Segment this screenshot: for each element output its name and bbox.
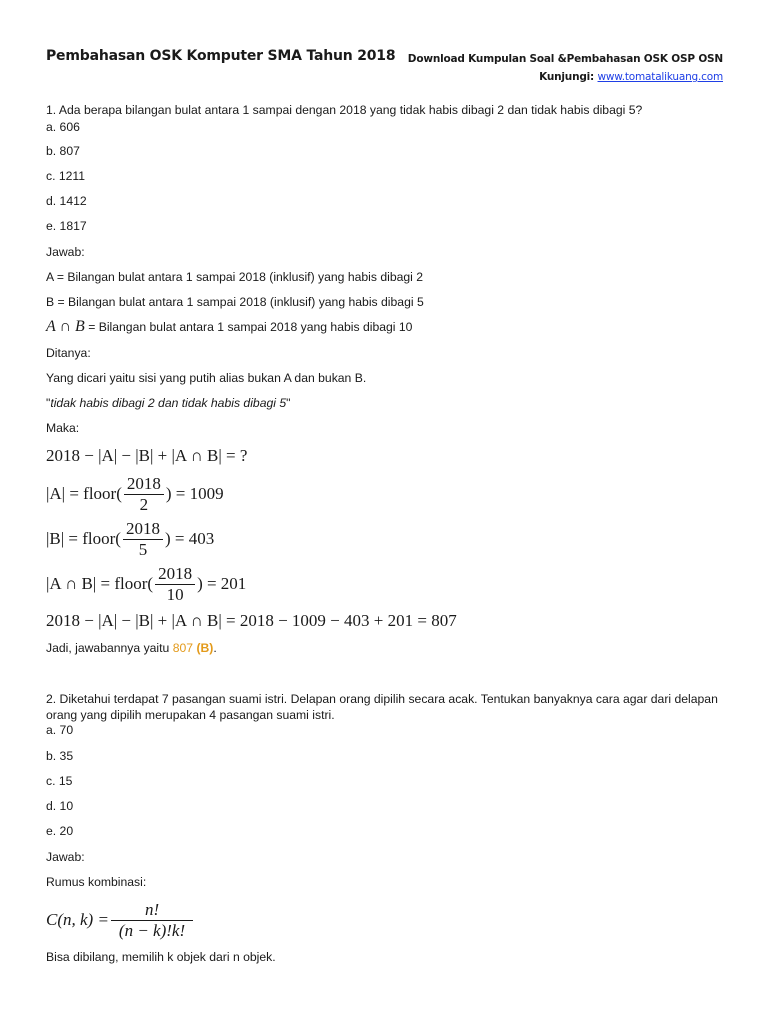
q1-maka-label: Maka: [46,421,80,435]
q2-option-a: a. 70 [46,723,74,737]
equation-2 [46,472,224,516]
q1-question: 1. Ada berapa bilangan bulat antara 1 sampai dengan 2018 yang tidak habis dibagi 2 dan tidak habis dibagi 5? [46,103,643,117]
answer-suffix: . [213,641,217,655]
eq3-fraction [123,520,163,559]
quote-italic-text: tidak habis dibagi 2 dan tidak habis dibagi 5 [50,396,287,410]
quote-close: " [286,396,291,410]
combination-formula [46,897,195,943]
answer-value: 807 [172,641,194,655]
equation-3 [46,517,214,561]
q1-definition-ab [46,318,412,336]
visit-label: Kunjungi: [539,71,595,83]
q1-jawab-label: Jawab: [46,245,85,259]
answer-prefix: Jadi, jawabannya yaitu [46,641,173,655]
equation-4 [46,562,246,606]
q2-rumus-label: Rumus kombinasi: [46,875,147,889]
eq2-rhs: ) = 1009 [165,484,224,503]
header-right-block [408,50,723,86]
q1-answer-line [46,641,217,655]
q2-option-e: e. 20 [46,824,74,838]
eq3-rhs: ) = 403 [164,529,215,548]
eq2-numerator: 2018 [124,475,164,495]
q2-option-c: c. 15 [46,774,73,788]
q1-ditanya-label: Ditanya: [46,346,91,360]
website-link[interactable]: www.tomatalikuang.com [597,71,723,83]
q1-option-e: e. 1817 [46,219,87,233]
document-title: Pembahasan OSK Komputer SMA Tahun 2018 [46,48,396,64]
a-intersect-b-symbol: A ∩ B [46,318,85,335]
eq2-denominator: 2 [139,494,149,514]
eq4-denominator: 10 [166,584,184,604]
q2-jawab-label: Jawab: [46,850,85,864]
eq3-lhs: |B| = floor( [46,529,121,548]
q1-option-a: a. 606 [46,120,80,134]
q1-quote-line [46,396,290,410]
q2-option-d: d. 10 [46,799,74,813]
visit-line [408,68,723,86]
eq4-lhs: |A ∩ B| = floor( [46,574,154,593]
eq2-lhs: |A| = floor( [46,484,122,503]
q1-option-d: d. 1412 [46,194,87,208]
q2-option-b: b. 35 [46,749,74,763]
eq3-numerator: 2018 [123,520,163,540]
eq3-denominator: 5 [138,539,148,559]
eq4-rhs: ) = 201 [197,574,247,593]
download-text: Download Kumpulan Soal &Pembahasan OSK OSP OSN [407,53,723,65]
formula-fraction [111,901,193,940]
eq4-numerator: 2018 [155,565,195,585]
formula-lhs: C(n, k) = [46,910,109,929]
formula-denominator: (n − k)!k! [118,920,186,940]
q1-definition-b: B = Bilangan bulat antara 1 sampai 2018 (inklusif) yang habis dibagi 5 [46,295,424,309]
q2-question: 2. Diketahui terdapat 7 pasangan suami istri. Delapan orang dipilih secara acak. Tentukan banyaknya cara agar dari delapan orang yang dipilih merupakan 4 pasangan suami istri. [46,692,718,722]
answer-letter: (B) [196,641,214,655]
a-intersect-b-text: = Bilangan bulat antara 1 sampai 2018 yang habis dibagi 10 [84,320,413,334]
formula-numerator: n! [111,901,193,921]
equation-1: 2018 − |A| − |B| + |A ∩ B| = ? [46,446,248,465]
equation-5: 2018 − |A| − |B| + |A ∩ B| = 2018 − 1009 − 403 + 201 = 807 [46,611,457,630]
q1-option-c: c. 1211 [46,169,86,183]
q1-option-b: b. 807 [46,144,80,158]
eq4-fraction [155,565,195,604]
q1-definition-a: A = Bilangan bulat antara 1 sampai 2018 (inklusif) yang habis dibagi 2 [46,270,424,284]
eq2-fraction [124,475,164,514]
q1-dicari-text: Yang dicari yaitu sisi yang putih alias bukan A dan bukan B. [46,371,367,385]
quote-open: " [46,396,51,410]
q2-bisa-text: Bisa dibilang, memilih k objek dari n objek. [46,950,276,964]
